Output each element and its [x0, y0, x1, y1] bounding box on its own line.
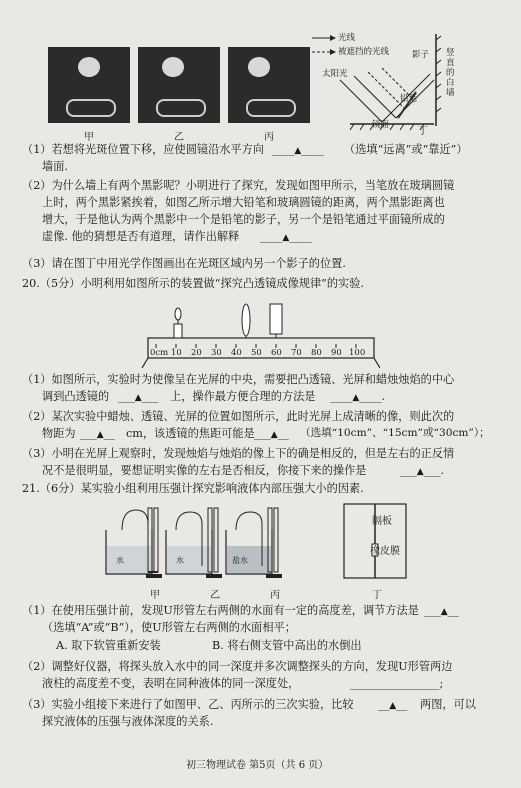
light-spot — [248, 57, 270, 77]
ruler-tick: 90 — [331, 348, 342, 358]
glass-mirror-image — [246, 99, 296, 117]
glass-mirror-image — [156, 99, 206, 117]
option-b: B. 将右侧支管中高出的水倒出 — [212, 639, 362, 652]
photo-jia — [48, 47, 130, 123]
answer-blank: ___▲__ — [80, 427, 115, 440]
q20-part3-line2: 况不是很明显，要想证明实像的左右是否相反，你接下来的操作是 — [42, 464, 367, 477]
q19-part3-text: （3）请在图丁中用光学作图画出在光斑区域内另一个影子的位置. — [22, 257, 346, 270]
label-partition: 隔板 — [372, 516, 392, 527]
label-shadow: 影子 — [412, 50, 430, 60]
answer-blank: ____▲____ — [260, 230, 312, 243]
q19-part2-line4: 虚像. 他的猜想是否有道理，请作出解释 — [42, 230, 240, 243]
caption-ding: 丁 — [372, 590, 382, 601]
q19-part1-options: （选填“远离”或“靠近”） — [344, 143, 468, 156]
light-spot — [78, 57, 100, 77]
q20-part2-line2a: 物距为 — [42, 427, 76, 440]
q21-part3-line1a: （3）实验小组接下来进行了如图甲、乙、丙所示的三次实验，比较 — [22, 698, 354, 711]
ruler-tick: 10 — [171, 348, 182, 358]
q19-part1-text-cont: 墙面. — [42, 160, 68, 173]
caption-bing: 丙 — [270, 590, 280, 601]
label-wall: 竖直的白墙 — [446, 48, 455, 98]
label-mirror: 镜面 — [372, 120, 390, 130]
ruler-tick: 0cm — [150, 348, 169, 358]
ruler-tick: 100 — [349, 348, 366, 358]
label-pencil: 铅笔 — [400, 94, 418, 104]
option-a: A. 取下软管重新安装 — [56, 639, 161, 652]
glass-mirror-image — [66, 99, 116, 117]
q19-part2-line2: 上时，两个黑影紧挨着，如图乙所示增大铅笔和玻璃圆镜的距离，两个黑影距离也 — [42, 196, 445, 209]
caption-bing: 丙 — [264, 132, 274, 143]
photo-bing — [228, 47, 310, 123]
label-water: 水 — [176, 556, 184, 565]
q21-stem: 21.（6分）某实验小组利用压强计探究影响液体内部压强大小的因素. — [22, 482, 364, 495]
answer-blank: ____▲____ — [272, 143, 324, 156]
q19-part2-line1: （2）为什么墙上有两个黑影呢？小明进行了探究，发现如图甲所示，当笔放在玻璃圆镜 — [22, 179, 455, 192]
legend-light: 光线 — [338, 33, 356, 43]
ruler-tick: 60 — [271, 348, 282, 358]
q21-part2-line2: 液柱的高度差不变，表明在同种液体的同一深度处， — [42, 677, 300, 690]
q20-part3-line1: （3）小明在光屏上观察时，发现烛焰与烛焰的像上下的确是相反的，但是左右的正反情 — [22, 447, 455, 460]
caption-yi: 乙 — [210, 590, 220, 601]
optical-bench-diagram — [140, 300, 380, 370]
answer-blank: __▲__ — [378, 698, 408, 711]
ruler-tick: 40 — [231, 348, 242, 358]
answer-blank: ___▲__ — [424, 604, 459, 617]
label-sunlight: 太阳光 — [322, 69, 348, 79]
answer-blank: ___▲__ — [254, 427, 289, 440]
caption-jia: 甲 — [84, 132, 94, 143]
ruler-tick: 80 — [311, 348, 322, 358]
pressure-gauge-diagram — [100, 500, 330, 582]
photo-yi — [138, 47, 220, 123]
q21-part3-line1b: 两图，可以 — [420, 698, 476, 711]
label-salt-water: 盐水 — [232, 556, 248, 565]
q20-part1-line1: （1）如图所示，实验时为使像呈在光屏的中央，需要把凸透镜、光屏和蜡烛烛焰的中心 — [22, 373, 455, 386]
legend-blocked-light: 被遮挡的光线 — [338, 47, 390, 57]
q20-part2-line2b: cm，该透镜的焦距可能是 — [126, 427, 255, 440]
ruler-tick: 70 — [291, 348, 302, 358]
ruler-tick: 20 — [191, 348, 202, 358]
q21-part1-line2: （选填“A”或“B”），使U形管左右两侧的水面相平； — [42, 621, 296, 634]
q21-part3-line2: 探究液体的压强与液体深度的关系. — [42, 715, 214, 728]
ruler-tick: 30 — [211, 348, 222, 358]
answer-blank: ___▲___ — [118, 390, 159, 403]
q20-part1-line2a: 调到凸透镜的 — [42, 390, 110, 403]
q21-part2-line1: （2）调整好仪器，将探头放入水中的同一深度并多次调整探头的方向，发现U形管两边 — [22, 660, 453, 673]
q20-stem: 20.（5分）小明利用如图所示的装置做“探究凸透镜成像规律”的实验. — [22, 277, 364, 290]
q20-part2-line1: （2）某次实验中蜡烛、透镜、光屏的位置如图所示，此时光屏上成清晰的像，则此次的 — [22, 410, 455, 423]
label-water: 水 — [116, 556, 124, 565]
caption-ding: 丁 — [418, 126, 428, 137]
ruler-tick: 50 — [251, 348, 262, 358]
page-footer: 初三物理试卷 第5页（共 6 页） — [186, 760, 329, 771]
q20-part2-line2c: （选填“10cm”、“15cm”或“30cm”）； — [300, 427, 490, 439]
answer-blank: ___▲___. — [400, 464, 445, 477]
caption-yi: 乙 — [174, 132, 184, 143]
answer-blank: ________________; — [350, 677, 444, 690]
label-membrane: 橡皮膜 — [370, 546, 400, 557]
q19-part2-line3: 增大，于是他认为两个黑影中一个是铅笔的影子，另一个是铅笔通过平面镜所成的 — [42, 213, 445, 226]
caption-jia: 甲 — [150, 590, 160, 601]
q21-part1-line1: （1）在使用压强计前，发现U形管左右两侧的水面有一定的高度差，调节方法是 — [22, 604, 419, 617]
light-spot — [162, 57, 184, 77]
answer-blank: ____▲____. — [330, 390, 386, 403]
q19-part1-text: （1）若想将光斑位置下移，应使圆镜沿水平方向 — [22, 143, 265, 156]
q20-part1-line2b: 上，操作最方便合理的方法是 — [170, 390, 316, 403]
